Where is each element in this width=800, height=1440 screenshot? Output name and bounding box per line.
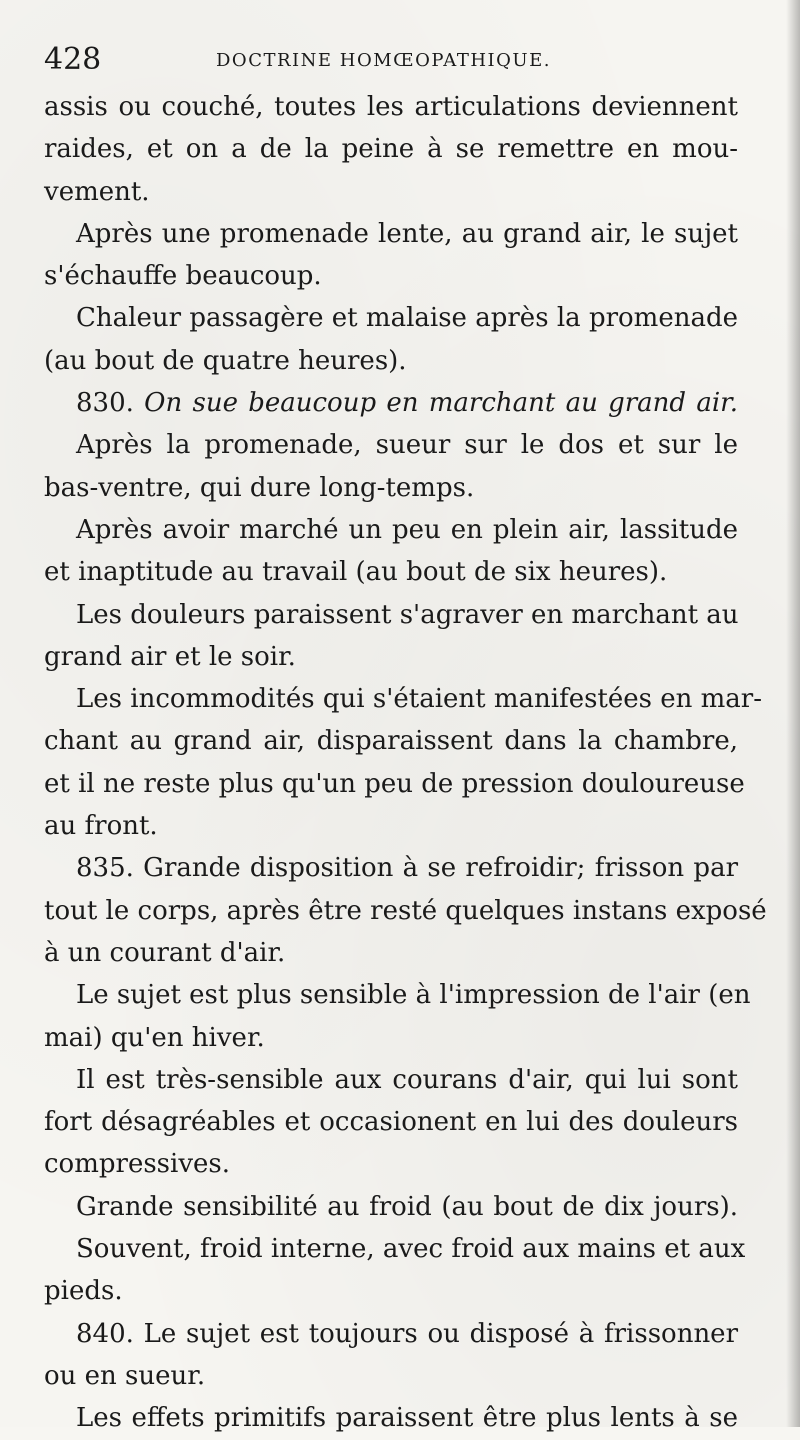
text-line: et inaptitude au travail (au bout de six heures). bbox=[44, 557, 668, 588]
paragraph-830 bbox=[44, 382, 738, 424]
text-line: Après avoir marché un peu en plein air, lassitude bbox=[76, 514, 738, 545]
page-header bbox=[44, 40, 744, 80]
text-line: assis ou couché, toutes les articulations deviennent bbox=[44, 92, 738, 122]
text-line: (au bout de quatre heures). bbox=[44, 345, 407, 376]
running-head: DOCTRINE HOMŒOPATHIQUE. bbox=[216, 50, 551, 71]
text-line: Souvent, froid interne, avec froid aux mains et aux bbox=[76, 1234, 746, 1265]
text-line: Grande sensibilité au froid (au bout de dix jours). bbox=[76, 1191, 738, 1222]
text-line: vement. bbox=[44, 176, 150, 207]
text-line: 840. Le sujet est toujours ou disposé à frissonner bbox=[76, 1318, 738, 1349]
text-line: Après la promenade, sueur sur le dos et sur le bbox=[76, 430, 738, 461]
text-line: ou en sueur. bbox=[44, 1360, 206, 1391]
body-text bbox=[44, 86, 767, 1440]
text-line: pieds. bbox=[44, 1276, 123, 1307]
text-line: au front. bbox=[44, 811, 158, 842]
text-line: chant au grand air, disparaissent dans la chambre, bbox=[44, 726, 738, 757]
text-line: Les incommodités qui s'étaient manifestées en mar- bbox=[76, 684, 763, 715]
page-edge-shadow bbox=[786, 0, 800, 1427]
text-line: à un courant d'air. bbox=[44, 937, 286, 968]
text-line: s'échauffe beaucoup. bbox=[44, 261, 322, 292]
text-line: grand air et le soir. bbox=[44, 641, 296, 672]
text-line: bas-ventre, qui dure long-temps. bbox=[44, 472, 475, 503]
text-line: Après une promenade lente, au grand air, le sujet bbox=[76, 218, 738, 249]
text-line: Les effets primitifs paraissent être plus lents à se bbox=[76, 1403, 738, 1434]
text-line: 835. Grande disposition à se refroidir; frisson par bbox=[76, 853, 738, 884]
text-line: Les douleurs paraissent s'agraver en marchant au bbox=[76, 599, 739, 630]
text-line: fort désagréables et occasionent en lui des douleurs bbox=[44, 1107, 738, 1138]
text-line: Le sujet est plus sensible à l'impression de l'air (en bbox=[76, 980, 751, 1011]
text-line: mai) qu'en hiver. bbox=[44, 1022, 265, 1053]
text-line: raides, et on a de la peine à se remettre en mou- bbox=[44, 134, 738, 165]
text-line: Il est très-sensible aux courans d'air, qui lui sont bbox=[76, 1064, 738, 1095]
page-number: 428 bbox=[44, 42, 102, 77]
text-line: Chaleur passagère et malaise après la promenade bbox=[76, 303, 738, 334]
italic-text: On sue beaucoup en marchant au grand air. bbox=[144, 388, 738, 419]
text-line: tout le corps, après être resté quelques instans exposé bbox=[44, 895, 767, 926]
text-line: et il ne reste plus qu'un peu de pression douloureuse bbox=[44, 768, 745, 799]
text-line: compressives. bbox=[44, 1149, 231, 1180]
paragraph-number: 830. bbox=[76, 388, 134, 419]
